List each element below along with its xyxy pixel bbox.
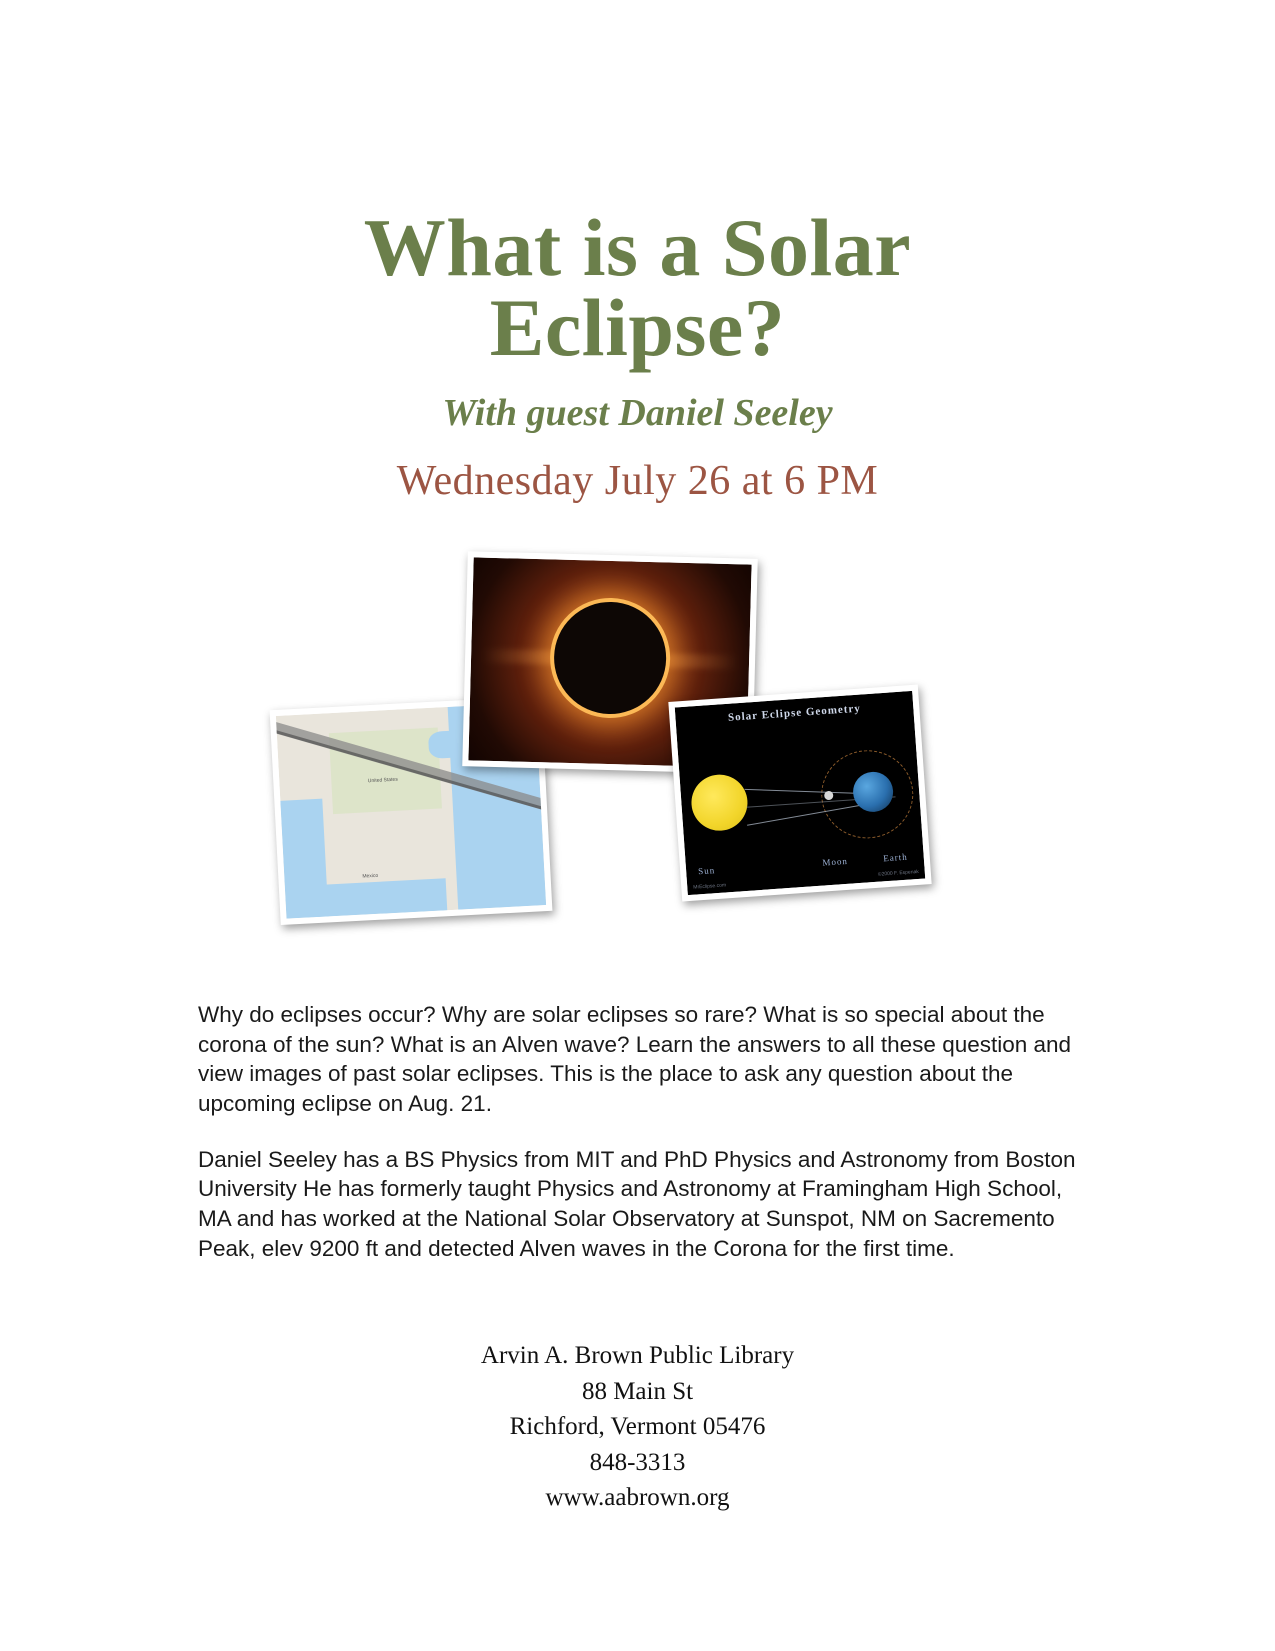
page-title-line-2: Eclipse? — [489, 281, 786, 373]
map-ocean-gulf — [311, 878, 448, 917]
venue-name: Arvin A. Brown Public Library — [480, 1342, 795, 1369]
body-paragraph-1: Why do eclipses occur? Why are solar eclipses so rare? What is so special about the corona of the sun? What is an Alven wave? Learn the answers to all these question and view images of past solar eclipses. This is the place to ask any question about the upcoming eclipse on Aug. 21. — [198, 1002, 1072, 1117]
geometry-label-earth: Earth — [882, 851, 909, 864]
body-copy — [198, 1000, 1083, 1264]
photo-collage — [265, 545, 965, 945]
map-great-lakes — [428, 731, 463, 759]
map-label-mexico: Mexico — [362, 873, 379, 881]
geometry-image — [675, 691, 926, 895]
geometry-credit-right: ©2000 F. Espenak — [877, 868, 920, 878]
venue-street: 88 Main St — [581, 1377, 694, 1405]
venue-footer — [0, 1338, 1275, 1516]
geometry-title: Solar Eclipse Geometry — [727, 702, 862, 724]
geometry-credit-left: MrEclipse.com — [693, 882, 727, 891]
venue-city-state-zip: Richford, Vermont 05476 — [509, 1413, 766, 1440]
page-title — [258, 202, 1018, 373]
sun-icon — [690, 773, 750, 833]
page-subtitle: With guest Daniel Seeley — [442, 392, 833, 435]
venue-website: www.aabrown.org — [545, 1484, 730, 1511]
map-label-country: United States — [367, 776, 398, 785]
title-block — [0, 202, 1275, 505]
venue-phone: 848-3313 — [589, 1448, 686, 1476]
body-paragraph-2: Daniel Seeley has a BS Physics from MIT and PhD Physics and Astronomy from Boston University He has formerly taught Physics and Astronomy at Framingham High School, MA and has worked at the National Solar Observatory at Sunspot, NM on Sacremento Peak, elev 9200 ft and detected Alven waves in the Corona for the first time. — [198, 1146, 1076, 1261]
eclipse-geometry-photo — [668, 685, 931, 902]
geometry-label-sun: Sun — [697, 865, 716, 877]
geometry-graphic — [675, 691, 926, 895]
eclipse-moon-disc — [553, 601, 668, 716]
geometry-label-moon: Moon — [822, 855, 849, 868]
event-date: Wednesday July 26 at 6 PM — [396, 458, 879, 505]
page-title-line-1: What is a Solar — [363, 202, 912, 293]
